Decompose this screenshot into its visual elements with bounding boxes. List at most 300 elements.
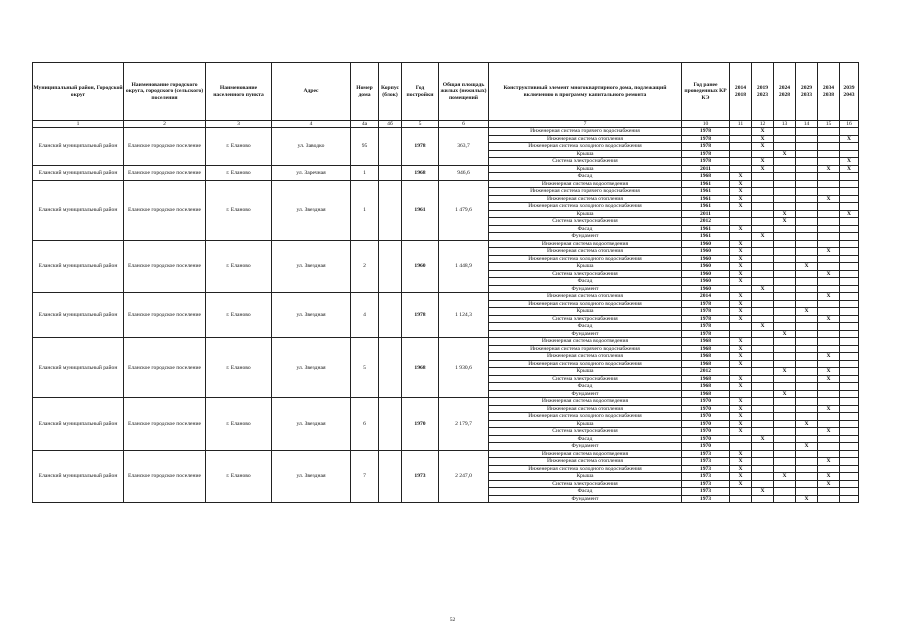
- period-mark-cell: X: [730, 315, 752, 323]
- period-mark-cell: [730, 128, 752, 136]
- period-mark-cell: [730, 435, 752, 443]
- period-mark-cell: [818, 345, 840, 353]
- column-header: 2029 2033: [796, 63, 818, 121]
- building-street: ул. Звездная: [272, 293, 351, 338]
- table-row: [33, 293, 859, 301]
- period-mark-cell: [774, 248, 796, 256]
- period-mark-cell: [840, 398, 859, 406]
- period-mark-cell: [774, 158, 796, 166]
- element-prior-repair-year: 1961: [682, 195, 730, 203]
- period-mark-cell: [840, 225, 859, 233]
- period-mark-cell: [818, 413, 840, 421]
- period-mark-cell: [752, 255, 774, 263]
- period-mark-cell: [774, 465, 796, 473]
- column-number: 1: [33, 121, 124, 128]
- column-number: 7: [489, 121, 682, 128]
- period-mark-cell: [774, 135, 796, 143]
- period-mark-cell: [796, 218, 818, 226]
- column-number: 14: [796, 121, 818, 128]
- element-name: Фундамент: [489, 443, 682, 451]
- element-prior-repair-year: 1973: [682, 480, 730, 488]
- building-year: 1973: [402, 450, 439, 503]
- element-name: Инженерная система отопления: [489, 293, 682, 301]
- period-mark-cell: [774, 203, 796, 211]
- period-mark-cell: X: [730, 180, 752, 188]
- period-mark-cell: X: [752, 143, 774, 151]
- header-row: [33, 63, 859, 121]
- period-mark-cell: [774, 173, 796, 181]
- element-name: Крыша: [489, 165, 682, 173]
- period-mark-cell: [840, 443, 859, 451]
- period-mark-cell: [840, 420, 859, 428]
- element-name: Фундамент: [489, 285, 682, 293]
- element-prior-repair-year: 2011: [682, 210, 730, 218]
- element-prior-repair-year: 1970: [682, 443, 730, 451]
- period-mark-cell: [774, 285, 796, 293]
- column-header: Адрес: [272, 63, 351, 121]
- period-mark-cell: X: [818, 293, 840, 301]
- period-mark-cell: [730, 285, 752, 293]
- building-settlement: Еланское городское поселение: [124, 293, 206, 338]
- period-mark-cell: [796, 150, 818, 158]
- period-mark-cell: [796, 165, 818, 173]
- building-district: Еланский муниципальный район: [33, 165, 124, 180]
- period-mark-cell: [840, 353, 859, 361]
- column-header: 2034 2038: [818, 63, 840, 121]
- period-mark-cell: [752, 405, 774, 413]
- period-mark-cell: [796, 450, 818, 458]
- period-mark-cell: [818, 495, 840, 503]
- element-name: Инженерная система водоотведения: [489, 450, 682, 458]
- period-mark-cell: X: [818, 480, 840, 488]
- element-prior-repair-year: 1978: [682, 135, 730, 143]
- element-prior-repair-year: 1973: [682, 495, 730, 503]
- element-name: Инженерная система отопления: [489, 135, 682, 143]
- period-mark-cell: [796, 413, 818, 421]
- element-prior-repair-year: 1970: [682, 405, 730, 413]
- table-row: [33, 338, 859, 346]
- period-mark-cell: X: [730, 428, 752, 436]
- period-mark-cell: [818, 308, 840, 316]
- column-number: 4: [272, 121, 351, 128]
- period-mark-cell: [730, 165, 752, 173]
- period-mark-cell: [796, 315, 818, 323]
- period-mark-cell: X: [774, 218, 796, 226]
- period-mark-cell: [840, 338, 859, 346]
- element-prior-repair-year: 1968: [682, 173, 730, 181]
- period-mark-cell: [730, 323, 752, 331]
- element-name: Инженерная система водоотведения: [489, 180, 682, 188]
- element-prior-repair-year: 1968: [682, 353, 730, 361]
- element-prior-repair-year: 1960: [682, 278, 730, 286]
- period-mark-cell: [818, 128, 840, 136]
- element-name: Инженерная система отопления: [489, 248, 682, 256]
- period-mark-cell: [818, 278, 840, 286]
- period-mark-cell: [796, 368, 818, 376]
- element-name: Фасад: [489, 435, 682, 443]
- period-mark-cell: [774, 450, 796, 458]
- period-mark-cell: [818, 180, 840, 188]
- period-mark-cell: [774, 480, 796, 488]
- building-number: 4: [351, 293, 379, 338]
- period-mark-cell: [730, 488, 752, 496]
- period-mark-cell: [752, 278, 774, 286]
- period-mark-cell: [774, 435, 796, 443]
- period-mark-cell: X: [774, 150, 796, 158]
- building-locality: г. Еланово: [206, 338, 272, 398]
- column-number: 12: [752, 121, 774, 128]
- building-number: 6: [351, 398, 379, 451]
- element-name: Инженерная система отопления: [489, 405, 682, 413]
- period-mark-cell: [774, 225, 796, 233]
- period-mark-cell: X: [730, 248, 752, 256]
- building-block: [379, 165, 402, 180]
- period-mark-cell: X: [730, 383, 752, 391]
- period-mark-cell: X: [752, 135, 774, 143]
- element-prior-repair-year: 1961: [682, 233, 730, 241]
- building-street: ул. Звездная: [272, 338, 351, 398]
- element-name: Фасад: [489, 383, 682, 391]
- period-mark-cell: [818, 488, 840, 496]
- period-mark-cell: [796, 173, 818, 181]
- building-street: ул. Заводко: [272, 128, 351, 166]
- element-name: Фасад: [489, 278, 682, 286]
- period-mark-cell: [796, 135, 818, 143]
- period-mark-cell: [840, 188, 859, 196]
- period-mark-cell: [796, 398, 818, 406]
- element-name: Крыша: [489, 150, 682, 158]
- element-name: Крыша: [489, 473, 682, 481]
- period-mark-cell: X: [818, 165, 840, 173]
- period-mark-cell: X: [730, 255, 752, 263]
- period-mark-cell: X: [796, 308, 818, 316]
- period-mark-cell: [818, 255, 840, 263]
- period-mark-cell: [796, 465, 818, 473]
- period-mark-cell: [840, 323, 859, 331]
- element-prior-repair-year: 1968: [682, 383, 730, 391]
- period-mark-cell: X: [840, 158, 859, 166]
- building-number: 1: [351, 165, 379, 180]
- column-number: 15: [818, 121, 840, 128]
- period-mark-cell: [818, 263, 840, 271]
- period-mark-cell: [730, 158, 752, 166]
- period-mark-cell: [818, 173, 840, 181]
- element-prior-repair-year: 1978: [682, 330, 730, 338]
- period-mark-cell: [840, 495, 859, 503]
- period-mark-cell: [840, 405, 859, 413]
- column-number: 4б: [379, 121, 402, 128]
- period-mark-cell: [840, 285, 859, 293]
- period-mark-cell: [752, 383, 774, 391]
- period-mark-cell: [818, 338, 840, 346]
- period-mark-cell: [774, 458, 796, 466]
- period-mark-cell: [774, 375, 796, 383]
- period-mark-cell: [840, 488, 859, 496]
- period-mark-cell: [818, 210, 840, 218]
- period-mark-cell: [840, 428, 859, 436]
- table-row: [33, 450, 859, 458]
- element-name: Инженерная система водоотведения: [489, 240, 682, 248]
- period-mark-cell: X: [774, 210, 796, 218]
- period-mark-cell: X: [818, 368, 840, 376]
- period-mark-cell: [840, 435, 859, 443]
- building-year: 1978: [402, 293, 439, 338]
- element-name: Крыша: [489, 308, 682, 316]
- column-number: 16: [840, 121, 859, 128]
- period-mark-cell: [752, 473, 774, 481]
- column-number: 5: [402, 121, 439, 128]
- period-mark-cell: [774, 128, 796, 136]
- period-mark-cell: X: [730, 188, 752, 196]
- element-prior-repair-year: 1978: [682, 143, 730, 151]
- building-block: [379, 240, 402, 293]
- period-mark-cell: [752, 293, 774, 301]
- building-street: ул. Звездная: [272, 240, 351, 293]
- period-mark-cell: X: [730, 263, 752, 271]
- building-street: ул. Звездная: [272, 180, 351, 240]
- period-mark-cell: X: [730, 300, 752, 308]
- period-mark-cell: [730, 210, 752, 218]
- element-prior-repair-year: 1973: [682, 473, 730, 481]
- period-mark-cell: [840, 255, 859, 263]
- column-header: Общая площадь жилых (нежилых) помещений: [439, 63, 489, 121]
- period-mark-cell: X: [730, 225, 752, 233]
- period-mark-cell: [796, 383, 818, 391]
- period-mark-cell: [796, 278, 818, 286]
- element-name: Инженерная система горячего водоснабжения: [489, 188, 682, 196]
- period-mark-cell: X: [730, 398, 752, 406]
- period-mark-cell: [818, 225, 840, 233]
- period-mark-cell: [730, 368, 752, 376]
- period-mark-cell: [774, 293, 796, 301]
- period-mark-cell: X: [818, 353, 840, 361]
- column-header: Наименование населенного пункта: [206, 63, 272, 121]
- element-name: Система электроснабжения: [489, 315, 682, 323]
- element-prior-repair-year: 1960: [682, 240, 730, 248]
- building-area: 363,7: [439, 128, 489, 166]
- building-number: 95: [351, 128, 379, 166]
- building-year: 1978: [402, 128, 439, 166]
- period-mark-cell: [796, 158, 818, 166]
- building-locality: г. Еланово: [206, 450, 272, 503]
- building-district: Еланский муниципальный район: [33, 180, 124, 240]
- element-prior-repair-year: 1960: [682, 263, 730, 271]
- element-prior-repair-year: 1960: [682, 248, 730, 256]
- period-mark-cell: [774, 188, 796, 196]
- period-mark-cell: [730, 143, 752, 151]
- period-mark-cell: [752, 218, 774, 226]
- period-mark-cell: [796, 458, 818, 466]
- element-prior-repair-year: 1961: [682, 225, 730, 233]
- period-mark-cell: X: [730, 270, 752, 278]
- period-mark-cell: [818, 158, 840, 166]
- building-block: [379, 450, 402, 503]
- element-name: Система электроснабжения: [489, 158, 682, 166]
- period-mark-cell: [774, 420, 796, 428]
- building-year: 1968: [402, 165, 439, 180]
- period-mark-cell: [774, 300, 796, 308]
- period-mark-cell: X: [730, 195, 752, 203]
- period-mark-cell: [752, 150, 774, 158]
- building-number: 2: [351, 240, 379, 293]
- element-name: Инженерная система холодного водоснабжения: [489, 465, 682, 473]
- period-mark-cell: [840, 300, 859, 308]
- period-mark-cell: [840, 360, 859, 368]
- column-header: Корпус (блок): [379, 63, 402, 121]
- period-mark-cell: X: [730, 353, 752, 361]
- element-name: Система электроснабжения: [489, 270, 682, 278]
- period-mark-cell: [752, 225, 774, 233]
- table-row: [33, 398, 859, 406]
- period-mark-cell: [796, 233, 818, 241]
- period-mark-cell: [774, 315, 796, 323]
- period-mark-cell: [730, 150, 752, 158]
- period-mark-cell: [840, 143, 859, 151]
- period-mark-cell: X: [752, 233, 774, 241]
- period-mark-cell: X: [774, 330, 796, 338]
- period-mark-cell: X: [840, 210, 859, 218]
- element-prior-repair-year: 1973: [682, 458, 730, 466]
- period-mark-cell: [796, 353, 818, 361]
- period-mark-cell: X: [730, 473, 752, 481]
- period-mark-cell: [840, 293, 859, 301]
- element-name: Система электроснабжения: [489, 375, 682, 383]
- column-number: 3: [206, 121, 272, 128]
- column-number: 2: [124, 121, 206, 128]
- building-district: Еланский муниципальный район: [33, 338, 124, 398]
- element-prior-repair-year: 1978: [682, 323, 730, 331]
- period-mark-cell: [818, 360, 840, 368]
- building-area: 1 479,6: [439, 180, 489, 240]
- period-mark-cell: [796, 270, 818, 278]
- period-mark-cell: [774, 195, 796, 203]
- period-mark-cell: [774, 353, 796, 361]
- element-name: Инженерная система горячего водоснабжения: [489, 345, 682, 353]
- period-mark-cell: [752, 345, 774, 353]
- element-name: Система электроснабжения: [489, 428, 682, 436]
- period-mark-cell: [752, 390, 774, 398]
- building-settlement: Еланское городское поселение: [124, 450, 206, 503]
- building-district: Еланский муниципальный район: [33, 398, 124, 451]
- period-mark-cell: [752, 270, 774, 278]
- period-mark-cell: X: [752, 323, 774, 331]
- period-mark-cell: [796, 180, 818, 188]
- element-name: Инженерная система отопления: [489, 195, 682, 203]
- period-mark-cell: [774, 255, 796, 263]
- period-mark-cell: X: [730, 203, 752, 211]
- column-header: 2019 2023: [752, 63, 774, 121]
- period-mark-cell: [774, 278, 796, 286]
- element-name: Крыша: [489, 263, 682, 271]
- element-name: Крыша: [489, 210, 682, 218]
- period-mark-cell: [774, 383, 796, 391]
- period-mark-cell: X: [796, 495, 818, 503]
- element-name: Инженерная система отопления: [489, 353, 682, 361]
- period-mark-cell: X: [730, 278, 752, 286]
- table-row: [33, 240, 859, 248]
- building-locality: г. Еланово: [206, 240, 272, 293]
- table-row: [33, 180, 859, 188]
- building-settlement: Еланское городское поселение: [124, 180, 206, 240]
- period-mark-cell: [840, 458, 859, 466]
- period-mark-cell: [752, 375, 774, 383]
- element-name: Инженерная система отопления: [489, 458, 682, 466]
- period-mark-cell: X: [752, 285, 774, 293]
- period-mark-cell: X: [730, 293, 752, 301]
- element-name: Фасад: [489, 173, 682, 181]
- period-mark-cell: [796, 188, 818, 196]
- building-settlement: Еланское городское поселение: [124, 240, 206, 293]
- period-mark-cell: [774, 308, 796, 316]
- period-mark-cell: [774, 233, 796, 241]
- period-mark-cell: [796, 225, 818, 233]
- period-mark-cell: [818, 465, 840, 473]
- period-mark-cell: [774, 323, 796, 331]
- period-mark-cell: [840, 465, 859, 473]
- table-row: [33, 128, 859, 136]
- period-mark-cell: [752, 300, 774, 308]
- element-prior-repair-year: 1968: [682, 375, 730, 383]
- period-mark-cell: [818, 420, 840, 428]
- building-year: 1961: [402, 180, 439, 240]
- element-prior-repair-year: 1970: [682, 428, 730, 436]
- period-mark-cell: [752, 480, 774, 488]
- period-mark-cell: [774, 338, 796, 346]
- element-prior-repair-year: 2014: [682, 293, 730, 301]
- building-locality: г. Еланово: [206, 398, 272, 451]
- period-mark-cell: [840, 248, 859, 256]
- period-mark-cell: [818, 150, 840, 158]
- period-mark-cell: [752, 450, 774, 458]
- period-mark-cell: X: [818, 315, 840, 323]
- period-mark-cell: [818, 135, 840, 143]
- table-header: [33, 63, 859, 128]
- period-mark-cell: [752, 188, 774, 196]
- period-mark-cell: [752, 173, 774, 181]
- period-mark-cell: [840, 263, 859, 271]
- period-mark-cell: [796, 195, 818, 203]
- element-prior-repair-year: 1973: [682, 465, 730, 473]
- period-mark-cell: X: [730, 405, 752, 413]
- element-name: Система электроснабжения: [489, 480, 682, 488]
- period-mark-cell: [818, 398, 840, 406]
- period-mark-cell: X: [796, 420, 818, 428]
- element-prior-repair-year: 1968: [682, 360, 730, 368]
- period-mark-cell: [730, 330, 752, 338]
- building-block: [379, 293, 402, 338]
- period-mark-cell: [774, 270, 796, 278]
- period-mark-cell: X: [796, 263, 818, 271]
- building-district: Еланский муниципальный район: [33, 240, 124, 293]
- element-name: Инженерная система холодного водоснабжения: [489, 255, 682, 263]
- period-mark-cell: [840, 195, 859, 203]
- element-name: Крыша: [489, 368, 682, 376]
- building-area: 1 124,3: [439, 293, 489, 338]
- period-mark-cell: [752, 420, 774, 428]
- period-mark-cell: X: [818, 248, 840, 256]
- period-mark-cell: [818, 188, 840, 196]
- period-mark-cell: [796, 375, 818, 383]
- building-year: 1968: [402, 338, 439, 398]
- period-mark-cell: [752, 353, 774, 361]
- column-number: 4а: [351, 121, 379, 128]
- column-number-row: [33, 121, 859, 128]
- period-mark-cell: [818, 285, 840, 293]
- element-prior-repair-year: 1968: [682, 390, 730, 398]
- period-mark-cell: X: [730, 420, 752, 428]
- element-name: Инженерная система холодного водоснабжения: [489, 203, 682, 211]
- period-mark-cell: [840, 330, 859, 338]
